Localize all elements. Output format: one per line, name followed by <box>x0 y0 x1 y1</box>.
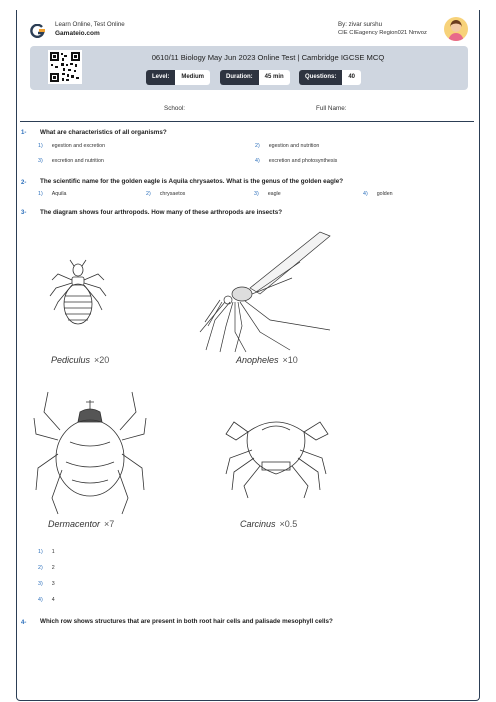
question-text: The diagram shows four arthropods. How many of these arthropods are insects? <box>40 209 283 216</box>
level-value: Medium <box>175 70 210 85</box>
avatar[interactable] <box>444 17 468 41</box>
figure-caption: Carcinus ×0.5 <box>240 519 298 529</box>
answer-option[interactable]: 2) egestion and nutrition <box>255 143 320 149</box>
figure-caption: Dermacentor ×7 <box>48 519 115 529</box>
duration-pill <box>220 70 290 85</box>
author-name: By: zivar surshu <box>338 21 383 28</box>
brand-site[interactable]: Gamateio.com <box>55 30 100 37</box>
answer-option[interactable]: 1) egestion and excretion <box>38 143 106 149</box>
question-number: 4- <box>21 620 27 626</box>
answer-option[interactable]: 4) excretion and photosynthesis <box>255 158 338 164</box>
questions-label: Questions: <box>299 70 342 85</box>
question-number: 2- <box>21 180 27 186</box>
answer-option[interactable]: 3) 3 <box>38 581 55 587</box>
brand-tagline: Learn Online, Test Online <box>55 21 125 28</box>
anopheles-illustration <box>200 232 330 352</box>
duration-value: 45 min <box>259 70 290 85</box>
question-text: The scientific name for the golden eagle is Aquila chrysaetos. What is the genus of the golden eagle? <box>40 178 344 185</box>
answer-option[interactable]: 4) golden <box>363 191 393 197</box>
questions-pill <box>299 70 361 85</box>
answer-option[interactable]: 2) chrysaetos <box>146 191 186 197</box>
dermacentor-illustration <box>34 392 146 514</box>
question-text: Which row shows structures that are present in both root hair cells and palisade mesophyll cells? <box>40 618 333 625</box>
school-label: School: <box>164 105 186 112</box>
answer-option[interactable]: 2) 2 <box>38 565 55 571</box>
level-pill <box>146 70 210 85</box>
answer-option[interactable]: 3) excretion and nutrition <box>38 158 104 164</box>
carcinus-illustration <box>226 422 328 498</box>
question-number: 1- <box>21 130 27 136</box>
pediculus-illustration <box>50 260 106 324</box>
figure-caption: Pediculus ×20 <box>51 355 110 365</box>
test-title: 0610/11 Biology May Jun 2023 Online Test | Cambridge IGCSE MCQ <box>151 53 385 62</box>
answer-option[interactable]: 4) 4 <box>38 597 55 603</box>
question-text: What are characteristics of all organisms? <box>40 129 167 136</box>
answer-option[interactable]: 1) 1 <box>38 549 55 555</box>
questions-value: 40 <box>342 70 361 85</box>
figure-caption: Anopheles ×10 <box>236 355 298 365</box>
full-name-label: Full Name: <box>316 105 347 112</box>
question-number: 3- <box>21 210 27 216</box>
level-label: Level: <box>146 70 175 85</box>
account-label: CIE CIEagency Region021 Nmvoz <box>338 30 427 36</box>
duration-label: Duration: <box>220 70 259 85</box>
answer-option[interactable]: 3) eagle <box>254 191 281 197</box>
divider <box>20 121 474 122</box>
answer-option[interactable]: 1) Aquila <box>38 191 67 197</box>
arthropods-diagram <box>30 222 360 542</box>
gamatoin-logo <box>30 24 46 38</box>
